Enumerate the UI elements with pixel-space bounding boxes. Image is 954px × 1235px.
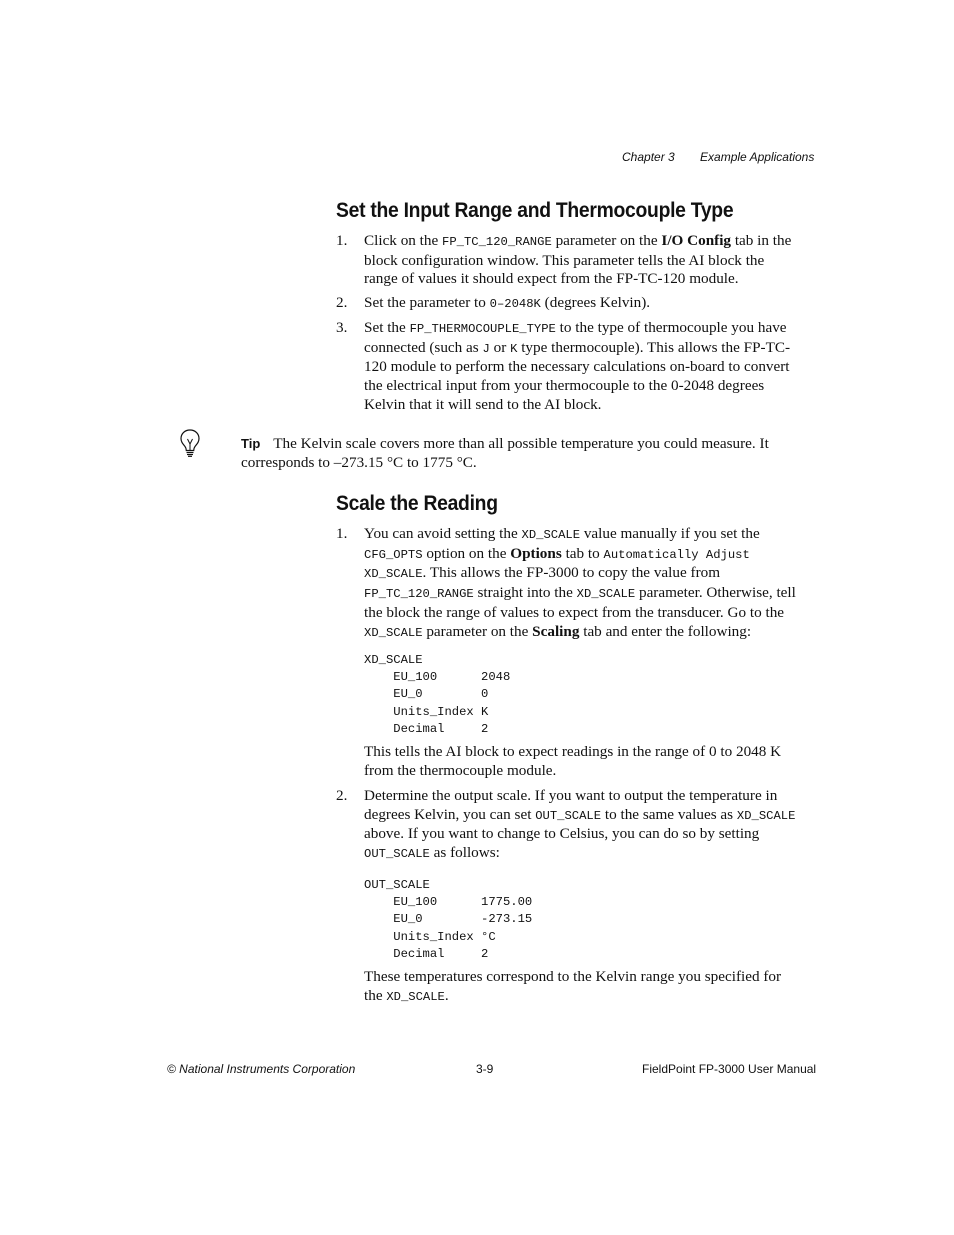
param-value: 0–2048K (489, 297, 541, 311)
footer-manual-title: FieldPoint FP-3000 User Manual (642, 1062, 817, 1076)
step-text: Click on the FP_TC_120_RANGE parameter on the I/O Config tab in the block configuration window. This parameter tells the AI block the range of values it should expect from the FP-TC-120 module. (364, 232, 792, 288)
header-section: Example Applications (700, 150, 815, 164)
step-number: 3. (336, 319, 348, 336)
tip-text: The Kelvin scale covers more than all possible temperature you could measure. It corresponds to –273.15 °C to 1775 °C. (241, 435, 769, 471)
step-text: Set the parameter to 0–2048K (degrees Kelvin). (364, 294, 651, 311)
header-chapter: Chapter 3 (622, 150, 675, 164)
step-text: Determine the output scale. If you want to output the temperature in degrees Kelvin, you can set OUT_SCALE to the same values as XD_SCALE above. If you want to change to Celsius, you can do so by setting OUT_SCALE as follows: (364, 787, 796, 862)
step-number: 1. (336, 232, 348, 249)
step-number: 2. (336, 294, 348, 311)
step-number: 2. (336, 787, 348, 804)
tip-label: Tip (241, 436, 261, 451)
step-number: 1. (336, 525, 348, 542)
param-name: FP_TC_120_RANGE (442, 235, 552, 249)
footer-copyright: © National Instruments Corporation (167, 1062, 356, 1076)
step-text-after-code: These temperatures correspond to the Kelvin range you specified for the XD_SCALE. (364, 968, 782, 1004)
lightbulb-icon (179, 428, 201, 458)
code-block-out-scale: OUT_SCALE EU_100 1775.00 EU_0 -273.15 Units_Index °C Decimal 2 (364, 878, 533, 961)
step-text: Set the FP_THERMOCOUPLE_TYPE to the type of thermocouple you have connected (such as J or K type thermocouple). This allows the FP-TC-120 module to perform the necessary calculations on-board to convert the electrical input from your thermocouple to the 0-2048 degrees Kelvin that it will send to the AI block. (364, 319, 791, 413)
running-header (622, 150, 814, 164)
step-text: You can avoid setting the XD_SCALE value manually if you set the CFG_OPTS option on the Options tab to Automatically Adjust XD_SCALE. This allows the FP-3000 to copy the value from FP_TC_120_RANGE straight into the XD_SCALE parameter. Otherwise, tell the block the range of values to expect from the transducer. Go to the XD_SCALE parameter on the Scaling tab and enter the following: (364, 525, 796, 640)
section-heading-input-range: Set the Input Range and Thermocouple Type (336, 199, 734, 222)
step-text-after-code: This tells the AI block to expect readings in the range of 0 to 2048 K from the thermocouple module. (364, 743, 782, 779)
code-block-xd-scale: XD_SCALE EU_100 2048 EU_0 0 Units_Index K Decimal 2 (364, 653, 511, 736)
footer-page-number: 3-9 (476, 1062, 494, 1076)
section-heading-scale-reading: Scale the Reading (336, 492, 498, 515)
param-name: FP_THERMOCOUPLE_TYPE (409, 322, 556, 336)
tip-callout (241, 435, 786, 472)
tab-name: I/O Config (661, 232, 732, 249)
